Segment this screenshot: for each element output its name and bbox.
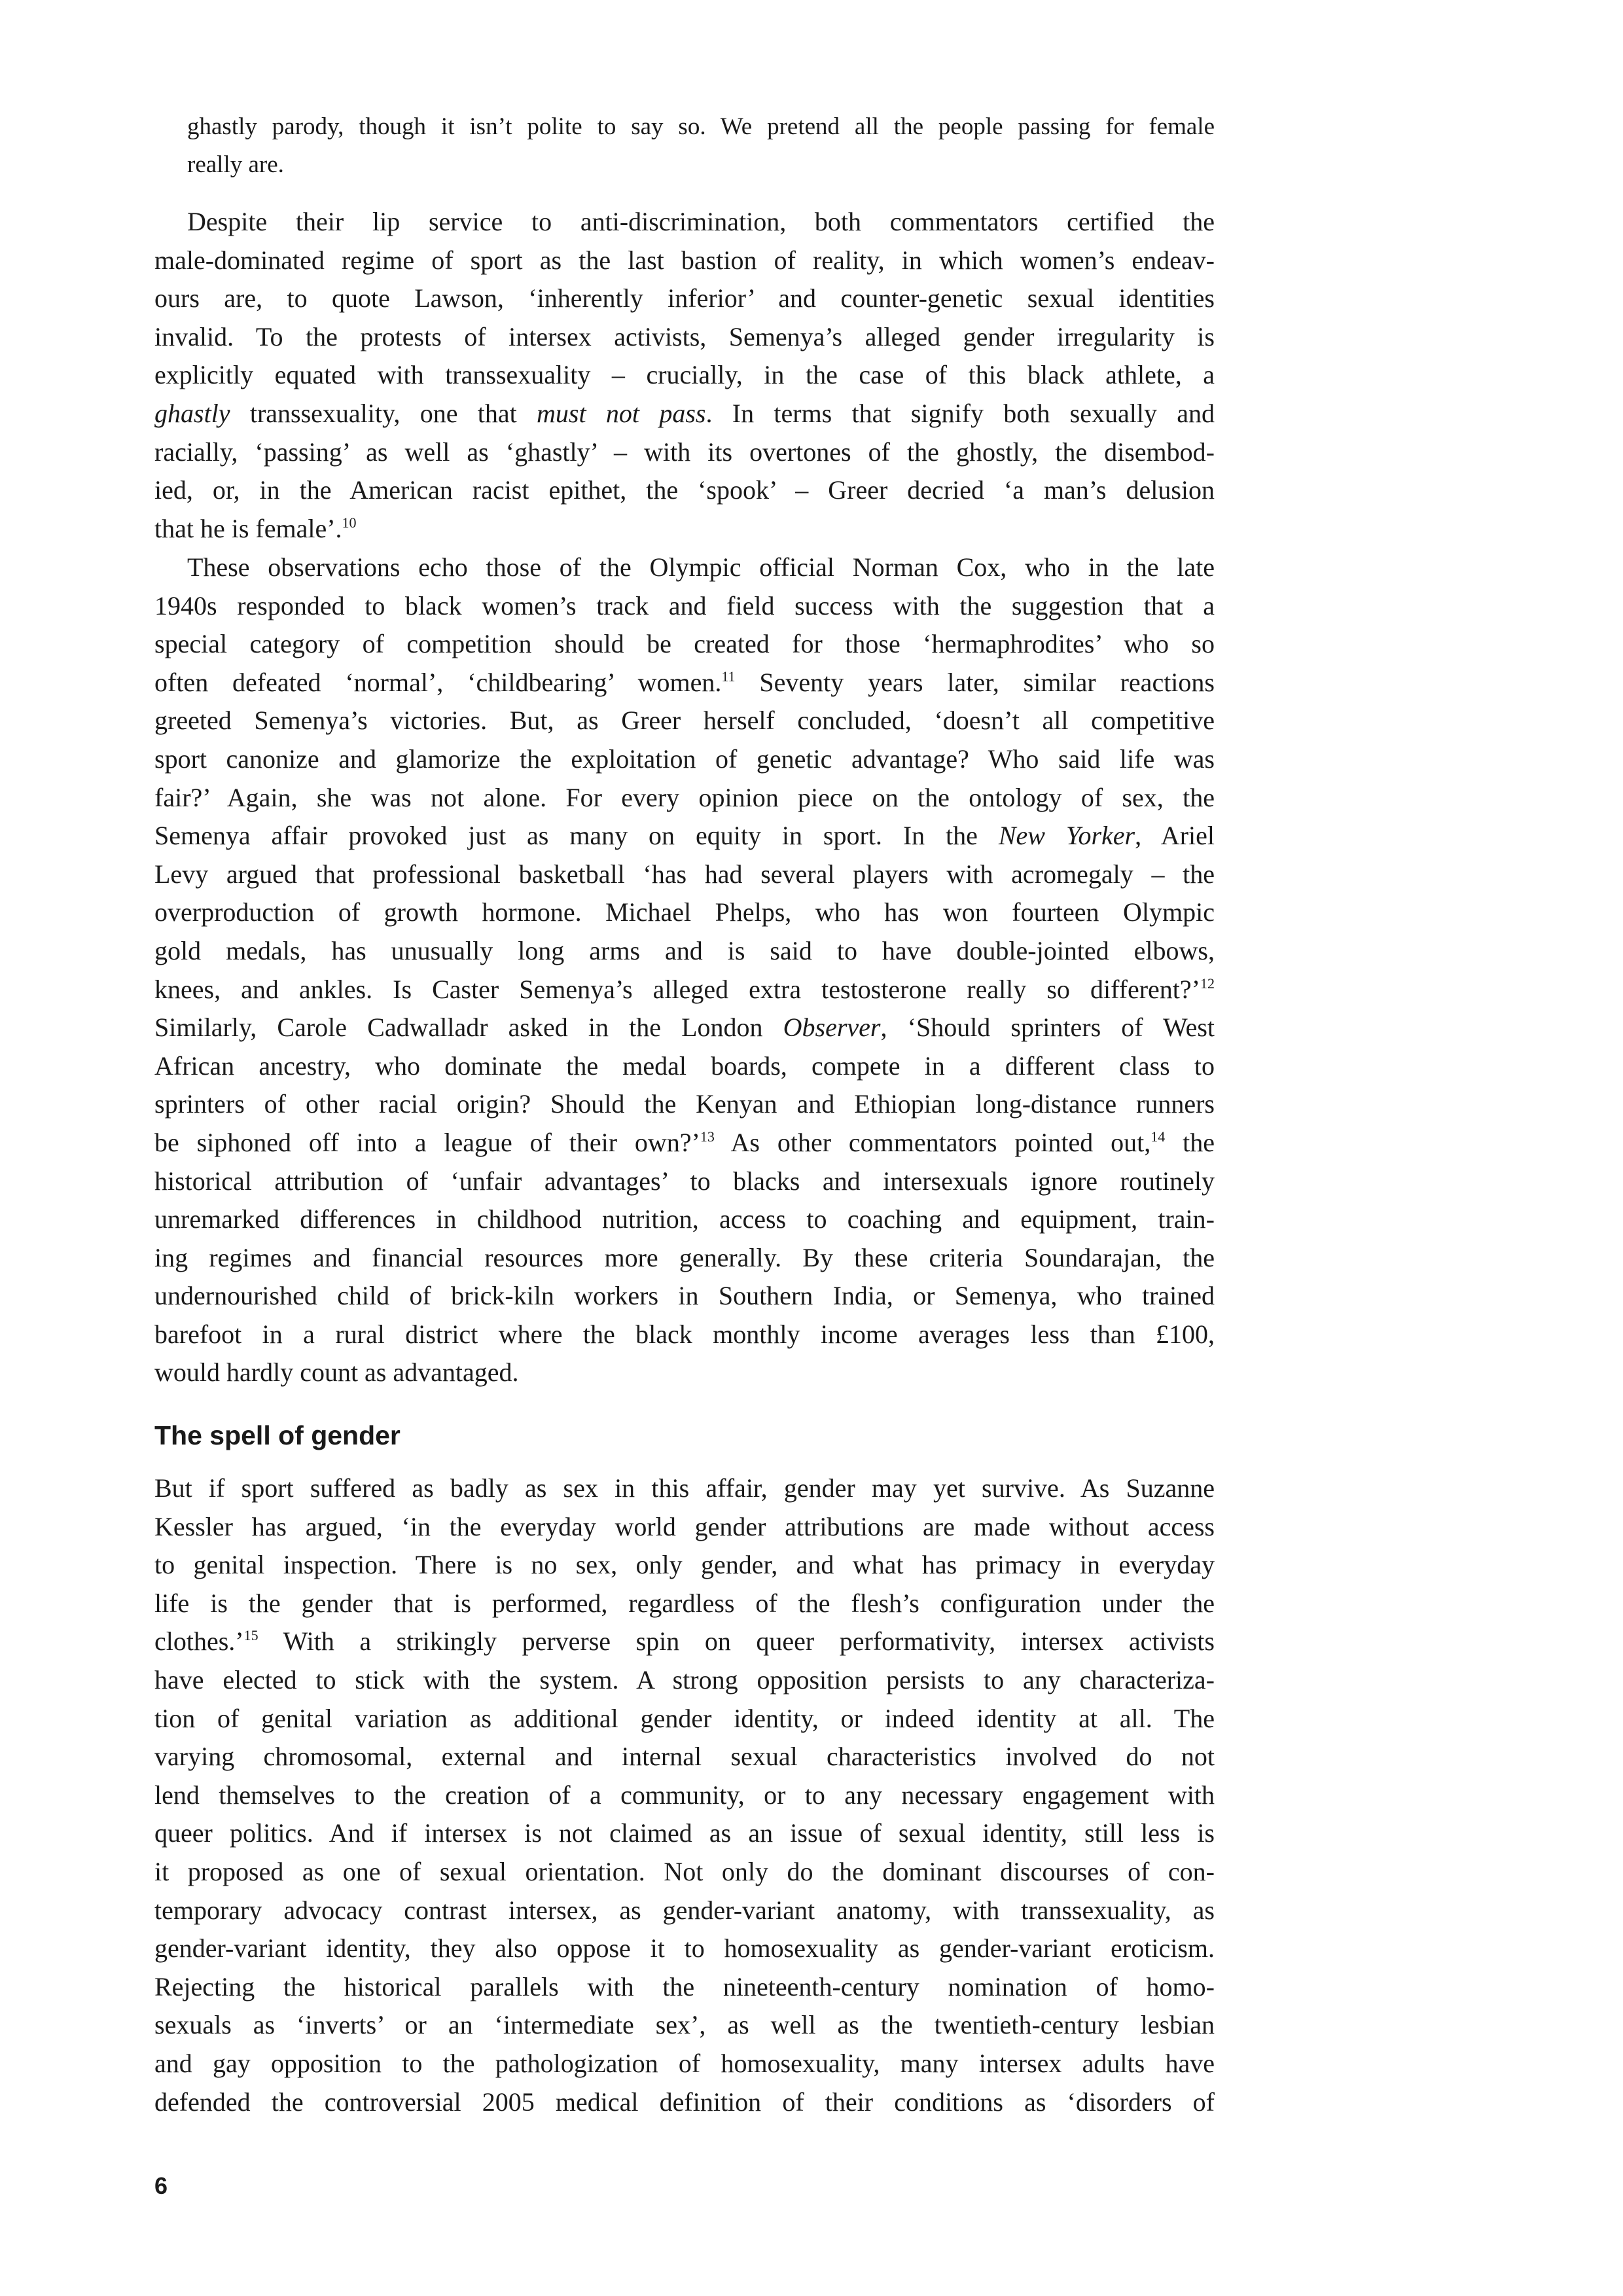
text-run: clothes.’ <box>154 1626 244 1657</box>
text-line: queer politics. And if intersex is not claimed as an issue of sexual identity, still less is <box>154 1818 1215 1848</box>
text-line: have elected to stick with the system. A strong opposition persists to any characteriza- <box>154 1664 1215 1695</box>
text-line: sprinters of other racial origin? Should the Kenyan and Ethiopian long-distance runners <box>154 1089 1215 1119</box>
quote-line: really are. <box>187 151 284 178</box>
text-line: undernourished child of brick-kiln workers in Southern India, or Semenya, who trained <box>154 1281 1215 1311</box>
text-run: As other commentators pointed out, <box>714 1127 1151 1157</box>
text-line: ied, or, in the American racist epithet, the ‘spook’ – Greer decried ‘a man’s delusion <box>154 475 1215 505</box>
text-line: Kessler has argued, ‘in the everyday world gender attributions are made without access <box>154 1511 1215 1541</box>
text-line: life is the gender that is performed, regardless of the flesh’s configuration under the <box>154 1588 1215 1618</box>
text-line: tion of genital variation as additional gender identity, or indeed identity at all. The <box>154 1703 1215 1733</box>
text-line <box>154 395 1215 433</box>
text-line <box>154 510 1215 548</box>
text-line: These observations echo those of the Olympic official Norman Cox, who in the late <box>187 552 1215 582</box>
text-line: fair?’ Again, she was not alone. For every opinion piece on the ontology of sex, the <box>154 782 1215 812</box>
page-number: 6 <box>154 2172 168 2199</box>
text-line <box>154 1009 1215 1047</box>
text-line <box>154 664 1215 702</box>
text-line: overproduction of growth hormone. Michael Phelps, who has won fourteen Olympic <box>154 897 1215 927</box>
text-line: African ancestry, who dominate the medal boards, compete in a different class to <box>154 1050 1215 1081</box>
text-line <box>154 1124 1215 1162</box>
text-line: gender-variant identity, they also oppose it to homosexuality as gender-variant eroticism. <box>154 1933 1215 1964</box>
text-line: special category of competition should be created for those ‘hermaphrodites’ who so <box>154 629 1215 659</box>
text-line: 1940s responded to black women’s track and field success with the suggestion that a <box>154 590 1215 620</box>
footnote-marker: 10 <box>342 514 357 531</box>
text-run: that he is female’. <box>154 513 342 543</box>
text-run: the <box>1165 1127 1215 1157</box>
text-run: With a strikingly perverse spin on queer performativity, intersex activists <box>258 1626 1215 1657</box>
italic-text: New Yorker <box>998 821 1135 851</box>
text-run: , ‘Should sprinters of West <box>880 1013 1215 1043</box>
paragraph-3 <box>154 1469 1215 2121</box>
italic-text: Observer <box>783 1013 881 1043</box>
text-line: varying chromosomal, external and internal sexual characteristics involved do not <box>154 1742 1215 1772</box>
italic-text: ghastly <box>154 398 230 428</box>
text-line: ours are, to quote Lawson, ‘inherently inferior’ and counter-genetic sexual identities <box>154 283 1215 314</box>
text-line: sport canonize and glamorize the exploitation of genetic advantage? Who said life was <box>154 744 1215 774</box>
text-run: Seventy years later, similar reactions <box>735 667 1215 697</box>
section-heading: The spell of gender <box>154 1420 401 1450</box>
text-line: explicitly equated with transsexuality – crucially, in the case of this black athlete, a <box>154 360 1215 390</box>
text-line <box>154 971 1215 1009</box>
text-line: and gay opposition to the pathologization of homosexuality, many intersex adults have <box>154 2048 1215 2078</box>
text-run: often defeated ‘normal’, ‘childbearing’ women. <box>154 667 722 697</box>
text-line: unremarked differences in childhood nutrition, access to coaching and equipment, train- <box>154 1204 1215 1234</box>
text-run: Similarly, Carole Cadwalladr asked in the London <box>154 1013 783 1043</box>
text-line: But if sport suffered as badly as sex in this affair, gender may yet survive. As Suzanne <box>154 1473 1215 1503</box>
quote-line: ghastly parody, though it isn’t polite to say so. We pretend all the people passing for female <box>187 113 1215 140</box>
text-line: male-dominated regime of sport as the last bastion of reality, in which women’s endeav- <box>154 245 1215 275</box>
text-line: to genital inspection. There is no sex, only gender, and what has primacy in everyday <box>154 1550 1215 1580</box>
text-run: knees, and ankles. Is Caster Semenya’s alleged extra testosterone really so different?’ <box>154 974 1200 1004</box>
text-run: be siphoned off into a league of their own?’ <box>154 1127 700 1157</box>
footnote-marker: 14 <box>1150 1128 1166 1145</box>
text-line: Rejecting the historical parallels with the nineteenth-century nomination of homo- <box>154 1971 1215 2001</box>
text-line <box>154 817 1215 855</box>
text-line: lend themselves to the creation of a community, or to any necessary engagement with <box>154 1780 1215 1810</box>
text-run: Semenya affair provoked just as many on equity in sport. In the <box>154 821 999 851</box>
text-line: it proposed as one of sexual orientation. Not only do the dominant discourses of con- <box>154 1856 1215 1886</box>
footnote-marker: 15 <box>243 1627 259 1644</box>
text-line: greeted Semenya’s victories. But, as Greer herself concluded, ‘doesn’t all competitive <box>154 706 1215 736</box>
text-line: defended the controversial 2005 medical definition of their conditions as ‘disorders of <box>154 2087 1215 2117</box>
text-line: historical attribution of ‘unfair advantages’ to blacks and intersexuals ignore routinely <box>154 1166 1215 1196</box>
block-quote <box>187 108 1215 184</box>
text-line: ing regimes and financial resources more generally. By these criteria Soundarajan, the <box>154 1242 1215 1272</box>
text-line: Despite their lip service to anti-discrimination, both commentators certified the <box>187 207 1215 236</box>
text-line: Levy argued that professional basketball ‘has had several players with acromegaly – the <box>154 859 1215 889</box>
text-line: sexuals as ‘inverts’ or an ‘intermediate sex’, as well as the twentieth-century lesbian <box>154 2010 1215 2040</box>
text-run: . In terms that signify both sexually and <box>705 398 1215 428</box>
paragraph-2 <box>154 548 1215 1392</box>
footnote-marker: 11 <box>721 668 736 685</box>
italic-text: must not pass <box>537 398 706 428</box>
text-run: transsexuality, one that <box>230 398 537 428</box>
text-line: racially, ‘passing’ as well as ‘ghastly’ – with its overtones of the ghostly, the disembod- <box>154 437 1215 467</box>
text-line <box>154 1623 1215 1661</box>
text-line: invalid. To the protests of intersex activists, Semenya’s alleged gender irregularity is <box>154 321 1215 351</box>
footnote-marker: 13 <box>700 1128 715 1145</box>
paragraph-1 <box>154 203 1215 548</box>
text-line: temporary advocacy contrast intersex, as gender-variant anatomy, with transsexuality, as <box>154 1895 1215 1925</box>
text-run: , Ariel <box>1135 821 1215 851</box>
text-line: gold medals, has unusually long arms and is said to have double-jointed elbows, <box>154 935 1215 965</box>
footnote-marker: 12 <box>1200 975 1215 992</box>
text-line: would hardly count as advantaged. <box>154 1357 519 1388</box>
text-line: barefoot in a rural district where the black monthly income averages less than £100, <box>154 1319 1215 1349</box>
